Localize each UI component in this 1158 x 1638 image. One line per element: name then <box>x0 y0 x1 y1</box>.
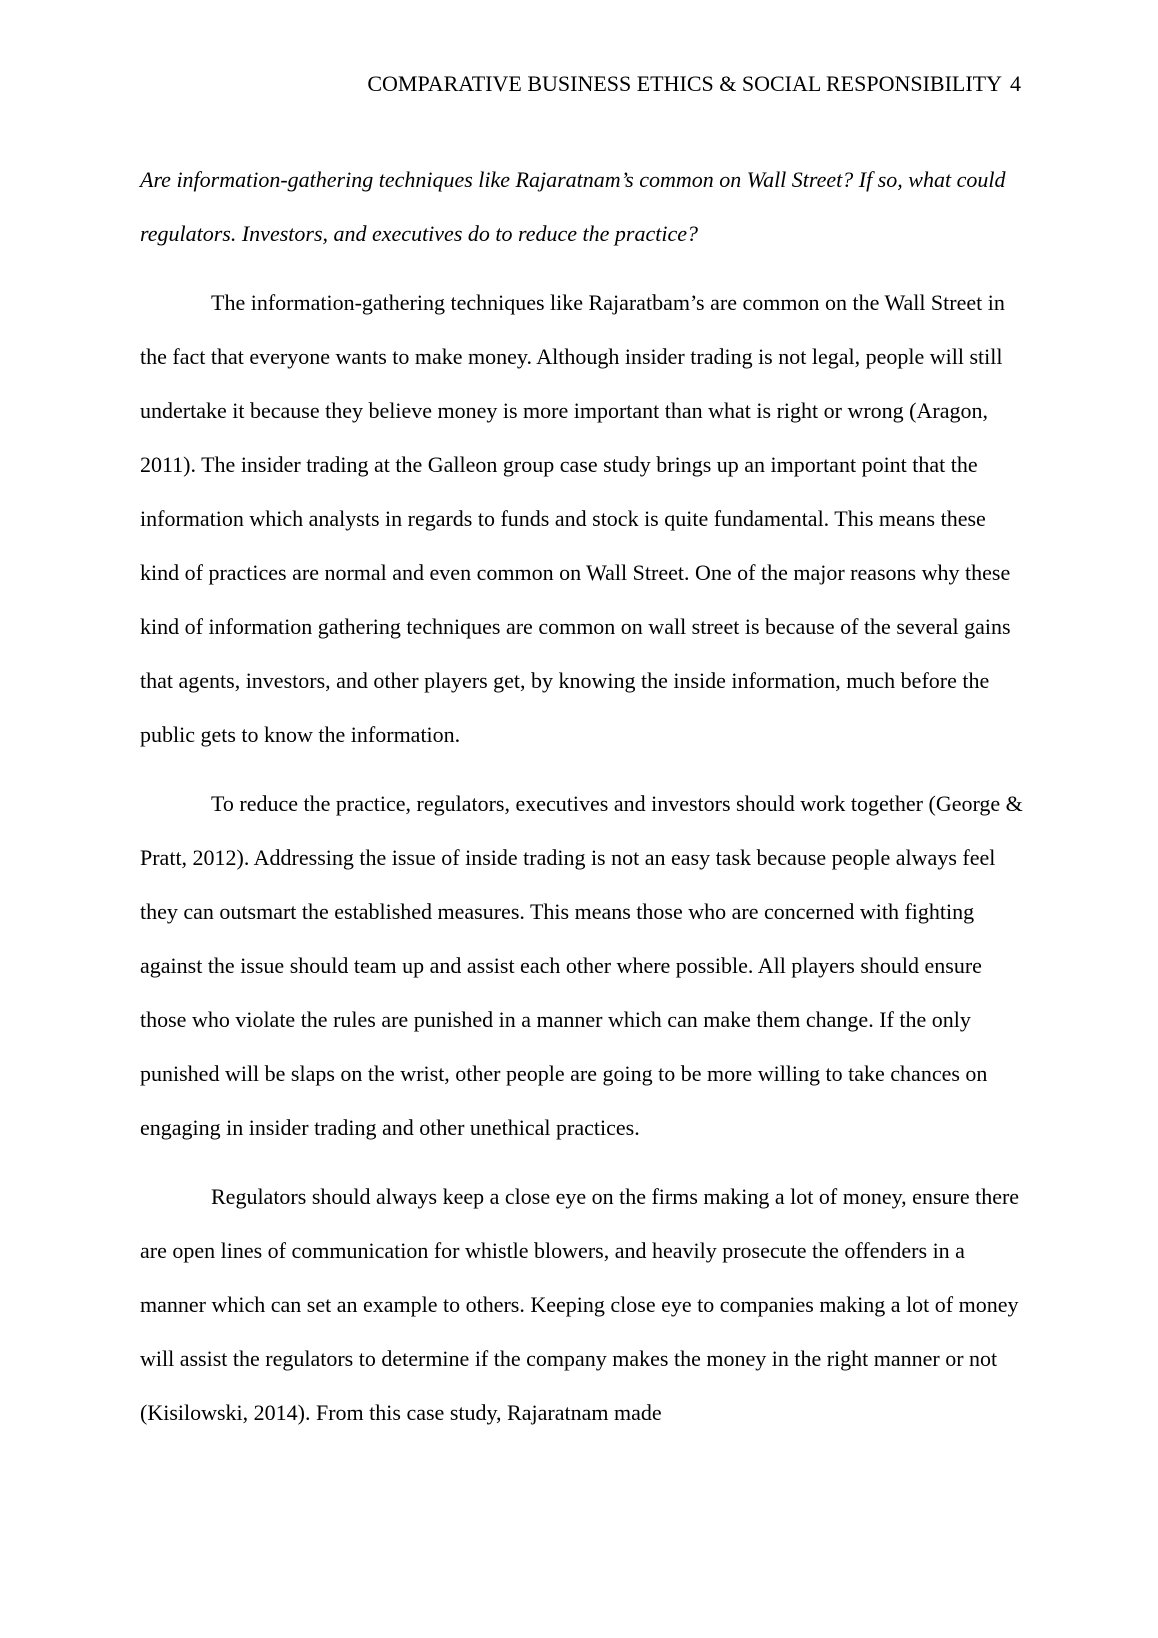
question-heading: Are information-gathering techniques like Rajaratnam’s common on Wall Street? If so, what could regulators. Investors, and executives do to reduce the practice? <box>140 167 1006 246</box>
page-number: 4 <box>1010 71 1021 96</box>
body-text <box>140 153 1025 1455</box>
paragraph-2: To reduce the practice, regulators, executives and investors should work together (George & Pratt, 2012). Addressing the issue of inside trading is not an easy task because people always feel they can outsmart the established measures. This means those who are concerned with fighting against the issue should team up and assist each other where possible. All players should ensure those who violate the rules are punished in a manner which can make them change. If the only punished will be slaps on the wrist, other people are going to be more willing to take chances on engaging in insider trading and other unethical practices. <box>140 791 1023 1140</box>
paragraph-1: The information-gathering techniques like Rajaratbam’s are common on the Wall Street in the fact that everyone wants to make money. Although insider trading is not legal, people will still undertake it because they believe money is more important than what is right or wrong (Aragon, 2011). The insider trading at the Galleon group case study brings up an important point that the information which analysts in regards to funds and stock is quite fundamental. This means these kind of practices are normal and even common on Wall Street. One of the major reasons why these kind of information gathering techniques are common on wall street is because of the several gains that agents, investors, and other players get, by knowing the inside information, much before the public gets to know the information. <box>140 290 1011 747</box>
paragraph-3: Regulators should always keep a close eye on the firms making a lot of money, ensure there are open lines of communication for whistle blowers, and heavily prosecute the offenders in a manner which can set an example to others. Keeping close eye to companies making a lot of money will assist the regulators to determine if the company makes the money in the right manner or not (Kisilowski, 2014). From this case study, Rajaratnam made <box>140 1184 1020 1425</box>
running-head-title: COMPARATIVE BUSINESS ETHICS & SOCIAL RESPONSIBILITY <box>367 71 1002 96</box>
running-head <box>367 70 1021 98</box>
